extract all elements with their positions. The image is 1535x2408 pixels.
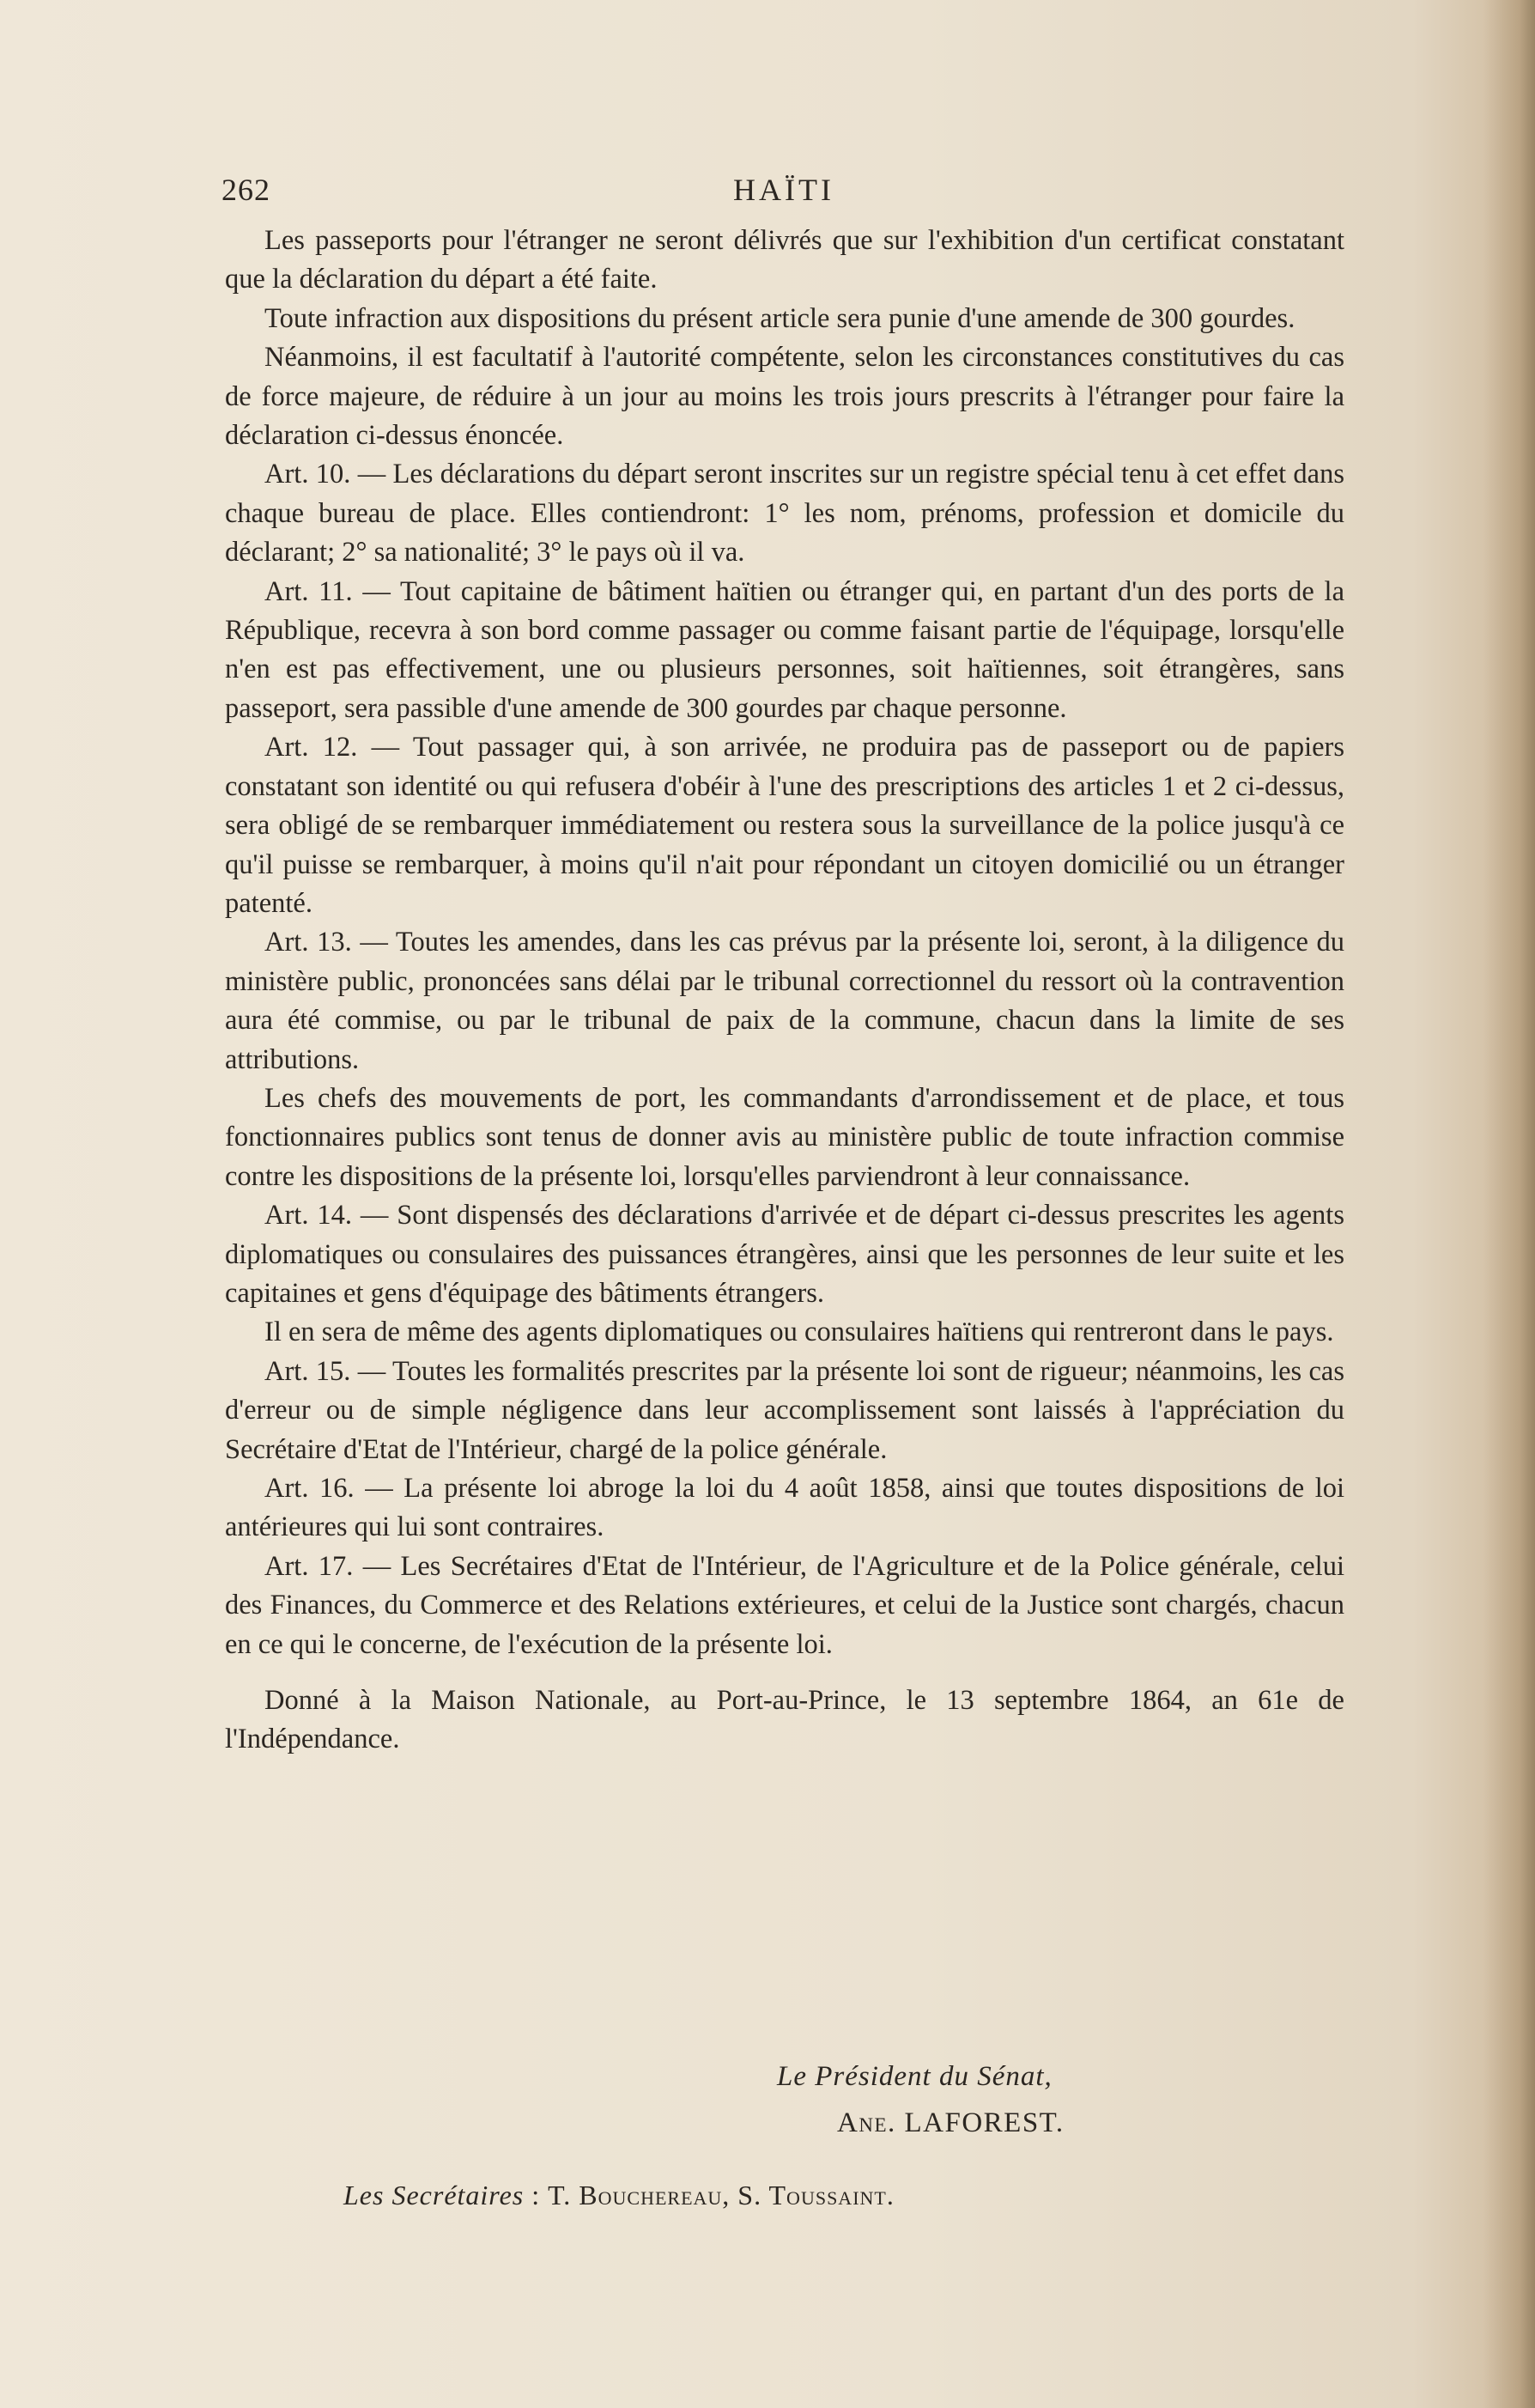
page-header — [221, 172, 1346, 223]
paragraph: Les passeports pour l'étranger ne seront délivrés que sur l'exhibition d'un certificat constatant que la déclaration du départ a été faite. — [225, 225, 1344, 295]
paragraph-article-17: Art. 17. — Les Secrétaires d'Etat de l'Intérieur, de l'Agriculture et de la Police générale, celui des Finances, du Commerce et des Relations extérieures, et celui de la Justice sont chargés, chacun en ce qui le concerne, de l'exécution de la présente loi. — [225, 1550, 1344, 1660]
paragraph-article-15: Art. 15. — Toutes les formalités prescrites par la présente loi sont de rigueur; néanmoins, les cas d'erreur ou de simple négligence dans leur accomplissement sont laissés à l'appréciation du Secrétaire d'Etat de l'Intérieur, chargé de la police générale. — [225, 1355, 1344, 1465]
paragraph-article-11: Art. 11. — Tout capitaine de bâtiment haïtien ou étranger qui, en partant d'un des ports de la République, recevra à son bord comme passager ou comme faisant partie de l'équipage, lorsqu'elle n'en est pas effectivement, une ou plusieurs personnes, soit haïtiennes, soit étrangères, sans passeport, sera passible d'une amende de 300 gourdes par chaque personne. — [225, 575, 1344, 724]
paragraph: Les chefs des mouvements de port, les commandants d'arrondissement et de place, et tous fonctionnaires publics sont tenus de donner avis au ministère public de toute infraction commise contre les dispositions de la présente loi, lorsqu'elles parviendront à leur connaissance. — [225, 1082, 1344, 1192]
secretaries-separator: : — [524, 2180, 549, 2210]
secretaries-names: T. Bouchereau, S. Toussaint. — [548, 2180, 895, 2210]
paragraph-article-13: Art. 13. — Toutes les amendes, dans les cas prévus par la présente loi, seront, à la diligence du ministère public, prononcées sans délai par le tribunal correctionnel du ressort où la contravention aura été commise, ou par le tribunal de paix de la commune, chacun dans la limite de ses attributions. — [225, 927, 1344, 1075]
paragraph: Toute infraction aux dispositions du présent article sera punie d'une amende de 300 gourdes. — [264, 302, 1295, 334]
signatory-title: Le Président du Sénat, — [777, 2061, 1053, 2092]
page-edge-shadow — [1483, 0, 1535, 2408]
paragraph: Il en sera de même des agents diplomatiques ou consulaires haïtiens qui rentreront dans le pays. — [264, 1316, 1334, 1348]
paragraph-article-10: Art. 10. — Les déclarations du départ seront inscrites sur un registre spécial tenu à cet effet dans chaque bureau de place. Elles contiendront: 1° les nom, prénoms, profession et domicile du déclarant; 2° sa nationalité; 3° le pays où il va. — [225, 459, 1344, 569]
secretaries-line — [343, 2180, 895, 2211]
paragraph-article-16: Art. 16. — La présente loi abroge la loi du 4 août 1858, ainsi que toutes dispositions de loi antérieures qui lui sont contraires. — [225, 1473, 1344, 1543]
paragraph: Néanmoins, il est facultatif à l'autorité compétente, selon les circonstances constitutives du cas de force majeure, de réduire à un jour au moins les trois jours prescrits à l'étranger pour faire la déclaration ci-dessus énoncée. — [225, 342, 1344, 452]
paragraph-article-14: Art. 14. — Sont dispensés des déclarations d'arrivée et de départ ci-dessus prescrites les agents diplomatiques ou consulaires des puissances étrangères, ainsi que les personnes de leur suite et les capitaines et gens d'équipage des bâtiments étrangers. — [225, 1200, 1344, 1309]
page-number: 262 — [221, 173, 270, 207]
paragraph-article-12: Art. 12. — Tout passager qui, à son arrivée, ne produira pas de passeport ou de papiers constatant son identité ou qui refusera d'obéir à l'une des prescriptions des articles 1 et 2 ci-dessus, sera obligé de se rembarquer immédiatement ou restera sous la surveillance de la police jusqu'à ce qu'il puisse se rembarquer, à moins qu'il n'ait pour répondant un citoyen domicilié ou un étranger patenté. — [225, 732, 1344, 919]
closing-dated-line: Donné à la Maison Nationale, au Port-au-Prince, le 13 septembre 1864, an 61e de l'Indépendance. — [225, 1685, 1344, 1755]
running-title: HAÏTI — [733, 173, 834, 207]
body-text — [225, 222, 1344, 1760]
signatory-name: Ane. LAFOREST. — [837, 2107, 1065, 2138]
secretaries-label: Les Secrétaires — [343, 2180, 525, 2210]
